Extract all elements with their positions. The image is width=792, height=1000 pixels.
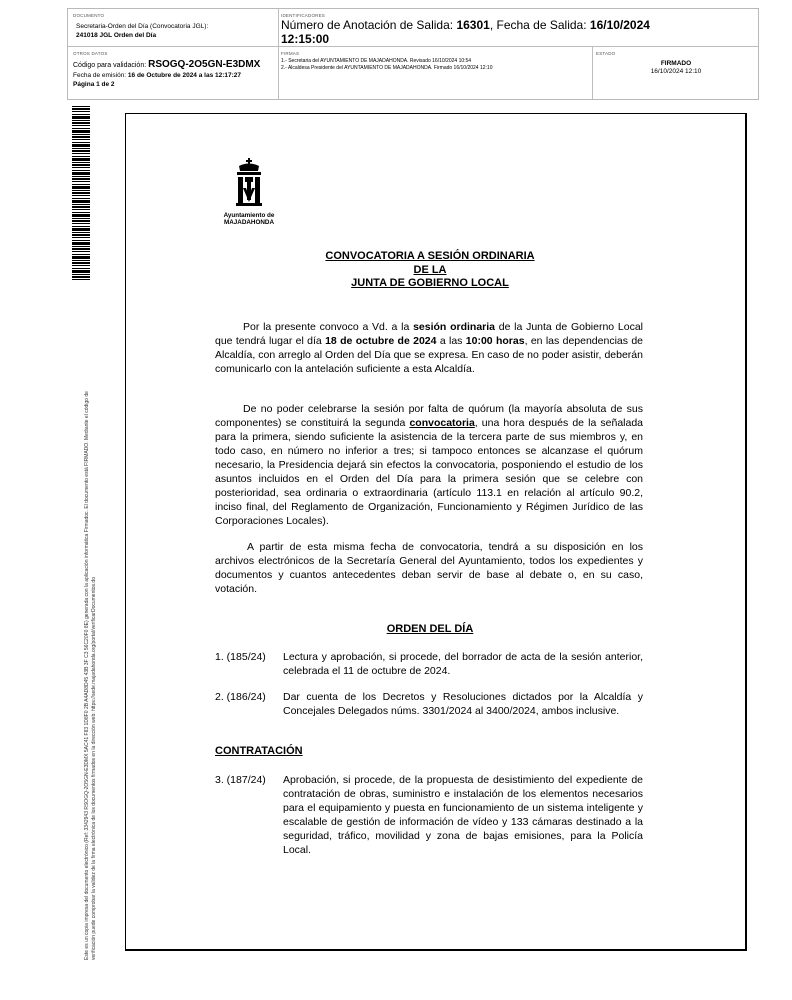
other-data-label: OTROS DATOS bbox=[73, 51, 108, 56]
logo-text-line2: MAJADAHONDA bbox=[223, 219, 275, 226]
section-heading-contratacion: CONTRATACIÓN bbox=[215, 745, 303, 757]
state-label: ESTADO bbox=[596, 51, 616, 56]
agenda-item-text: Aprobación, si procede, de la propuesta de desistimiento del expediente de contratación de obras, suministro e instalación de los elementos necesarios para el equipamiento y puesta en funcionamiento de un sistema inteligente y escalable de gestión de información de vídeo y 133 cámaras destinado a la seguridad, tráfico, movilidad y zona de bajas emisiones, para la Policía Local. bbox=[283, 774, 643, 856]
barcode bbox=[72, 106, 90, 282]
state-date: 16/10/2024 12:10 bbox=[650, 68, 702, 75]
coat-of-arms-icon bbox=[214, 158, 284, 210]
page-title: CONVOCATORIA A SESIÓN ORDINARIA DE LA JUNTA DE GOBIERNO LOCAL bbox=[325, 250, 535, 289]
signature-2: 2.- Alcaldesa Presidente del AYUNTAMIENTO DE MAJADAHONDA. Firmado 16/10/2024 12:10 bbox=[281, 65, 493, 71]
agenda-item-number: 1. (185/24) bbox=[215, 651, 266, 663]
page-number: Página 1 de 2 bbox=[73, 81, 115, 88]
paragraph-archives: A partir de esta misma fecha de convocatoria, tendrá a su disposición en los archivos electrónicos de la Secretaría General del Ayuntamiento, todos los expedientes y documentos y cuantos antecedentes deban servir de base al debate o, en su caso, votación. bbox=[215, 541, 643, 595]
signature-1: 1.- Secretaria del AYUNTAMIENTO DE MAJADAHONDA. Revisado 16/10/2024 10:54 bbox=[281, 58, 472, 64]
signatures-label: FIRMAS bbox=[281, 51, 300, 56]
signature-header bbox=[67, 8, 759, 100]
agenda-item-number: 2. (186/24) bbox=[215, 691, 266, 703]
validation-code: Código para validación: RSOGQ-2O5GN-E3DMX bbox=[73, 59, 261, 70]
identifiers-label: IDENTIFICADORES bbox=[281, 13, 326, 18]
verification-side-text: Este es un copia impresa del documento electrónico (Ref: 3342943 RSOGQ-2O5GN-E3DMX 5AC41 F83 1D8F0 2B A4AD8D45 43B 3F C3 56C20F0 8E) generada con la aplicación informática Firmadoc. El documento está FIRMADO. Mediante el código de verificación puede comprobar la validez de la firma electrónica de los documentos firmados en la dirección web: https://sede.majadahonda.org/portal/verificarDocumentos.do bbox=[84, 391, 97, 960]
document-subtitle: 241018 JGL Orden del Día bbox=[76, 32, 157, 39]
document-label: DOCUMENTO bbox=[73, 13, 105, 18]
document-name: Secretaria-Orden del Día (Convocatoria JGL): bbox=[76, 23, 209, 30]
state-value: FIRMADO bbox=[660, 60, 692, 67]
exit-registration: Número de Anotación de Salida: 16301, Fecha de Salida: 16/10/2024 12:15:00 bbox=[281, 18, 650, 46]
paragraph-quorum: De no poder celebrarse la sesión por falta de quórum (la mayoría absoluta de sus componentes) se constituirá la segunda convocatoria, una hora después de la señalada para la primera, siendo suficiente la asistencia de la tercera parte de sus miembros y, en todo caso, en número no inferior a tres; si tampoco entonces se alcanzase el quórum necesario, la Presidencia dejará sin efectos la convocatoria, posponiendo el estudio de los asuntos incluidos en el Orden del Día para la primera sesión que se celebre con posterioridad, sea ordinaria o extraordinaria (artículo 113.1 en relación al artículo 90.2, inciso final, del Reglamento de Organización, Funcionamiento y Régimen Jurídico de las Corporaciones Locales). bbox=[215, 403, 644, 527]
logo-text-line1: Ayuntamiento de bbox=[223, 212, 275, 219]
emission-date: Fecha de emisión: 16 de Octubre de 2024 a las 12:17:27 bbox=[73, 72, 242, 79]
agenda-item-text: Lectura y aprobación, si procede, del borrador de acta de la sesión anterior, celebrada el 11 de octubre de 2024. bbox=[283, 651, 643, 677]
paragraph-convocation: Por la presente convoco a Vd. a la sesión ordinaria de la Junta de Gobierno Local que tendrá lugar el día 18 de octubre de 2024 a las 10:00 horas, en las dependencias de Alcaldía, con arreglo al Orden del Día que se expresa. En caso de no poder asistir, deberán comunicarlo con la antelación suficiente a esta Alcaldía. bbox=[215, 321, 644, 375]
agenda-title: ORDEN DEL DÍA bbox=[386, 623, 474, 635]
agenda-item-number: 3. (187/24) bbox=[215, 774, 266, 786]
agenda-item-text: Dar cuenta de los Decretos y Resoluciones dictados por la Alcaldía y Concejales Delegados núms. 3301/2024 al 3400/2024, ambos inclusive. bbox=[283, 691, 643, 717]
